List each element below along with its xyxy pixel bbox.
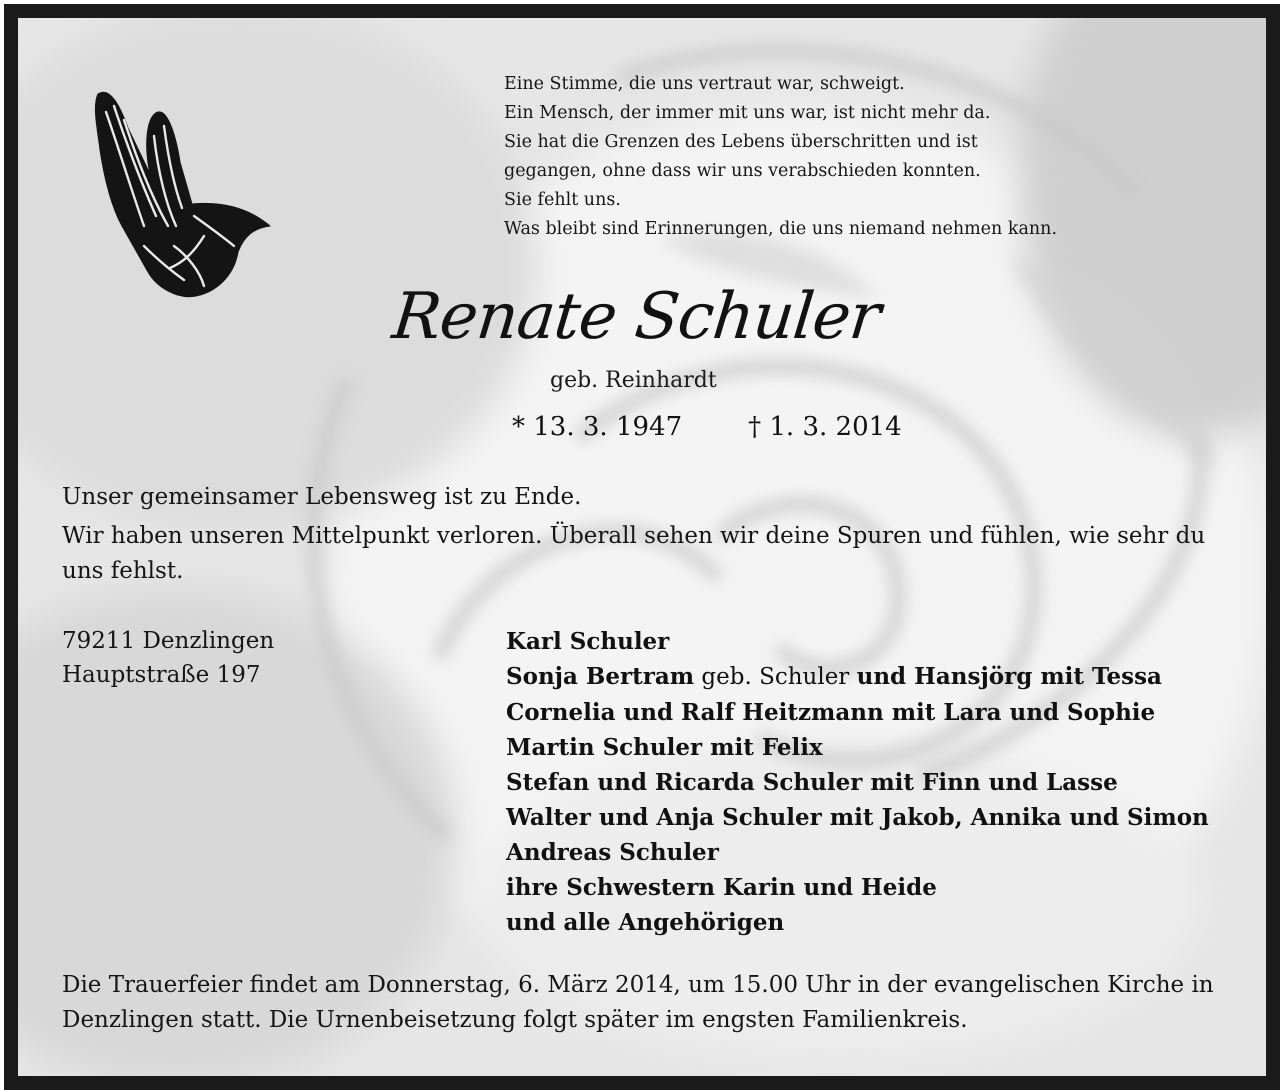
family-member: Karl Schuler	[506, 628, 670, 655]
family-member: Cornelia und Ralf Heitzmann mit Lara und Sophie	[506, 699, 1156, 726]
deceased-name	[18, 280, 1266, 354]
family-member: Stefan und Ricarda Schuler mit Finn und Lasse	[506, 769, 1118, 796]
family-member	[506, 659, 1209, 695]
family-member: ihre Schwestern Karin und Heide	[506, 874, 937, 901]
poem-line: Eine Stimme, die uns vertraut war, schweigt.	[504, 74, 905, 94]
obituary-frame	[4, 4, 1280, 1090]
birth-name: geb. Reinhardt	[550, 368, 717, 393]
praying-hands-icon	[84, 76, 284, 306]
birth-date: * 13. 3. 1947	[512, 412, 683, 442]
intro-paragraph: Unser gemeinsamer Lebensweg ist zu Ende.	[62, 484, 582, 510]
poem-block	[504, 70, 1057, 244]
poem-line: gegangen, ohne dass wir uns verabschieden konnten.	[504, 161, 981, 181]
address-block	[62, 624, 274, 692]
poem-line: Sie hat die Grenzen des Lebens überschritten und ist	[504, 132, 978, 152]
family-list	[506, 624, 1209, 940]
life-dates	[512, 412, 902, 442]
intro-text	[62, 480, 1232, 589]
family-maiden-name: geb. Schuler	[694, 664, 857, 690]
death-date: † 1. 3. 2014	[748, 412, 902, 442]
funeral-notice: Die Trauerfeier findet am Donnerstag, 6. März 2014, um 15.00 Uhr in der evangelischen Kirche in Denzlingen statt. Die Urnenbeisetzung folgt später im engsten Familienkreis.	[62, 972, 1214, 1033]
deceased-name-text: Renate Schuler	[388, 280, 884, 354]
poem-line: Sie fehlt uns.	[504, 190, 621, 210]
family-member: Walter und Anja Schuler mit Jakob, Annika und Simon	[506, 804, 1209, 831]
poem-line: Ein Mensch, der immer mit uns war, ist nicht mehr da.	[504, 103, 991, 123]
address-street: Hauptstraße 197	[62, 662, 261, 688]
intro-paragraph: Wir haben unseren Mittelpunkt verloren. Überall sehen wir deine Spuren und fühlen, wie sehr du uns fehlst.	[62, 523, 1206, 584]
address-city: 79211 Denzlingen	[62, 628, 275, 654]
family-member: Andreas Schuler	[506, 839, 719, 866]
poem-line: Was bleibt sind Erinnerungen, die uns niemand nehmen kann.	[504, 219, 1058, 239]
family-name-bold: Sonja Bertram	[506, 663, 695, 690]
family-member: und alle Angehörigen	[506, 909, 785, 936]
family-name-bold: und Hansjörg mit Tessa	[856, 663, 1162, 690]
family-member: Martin Schuler mit Felix	[506, 734, 823, 761]
